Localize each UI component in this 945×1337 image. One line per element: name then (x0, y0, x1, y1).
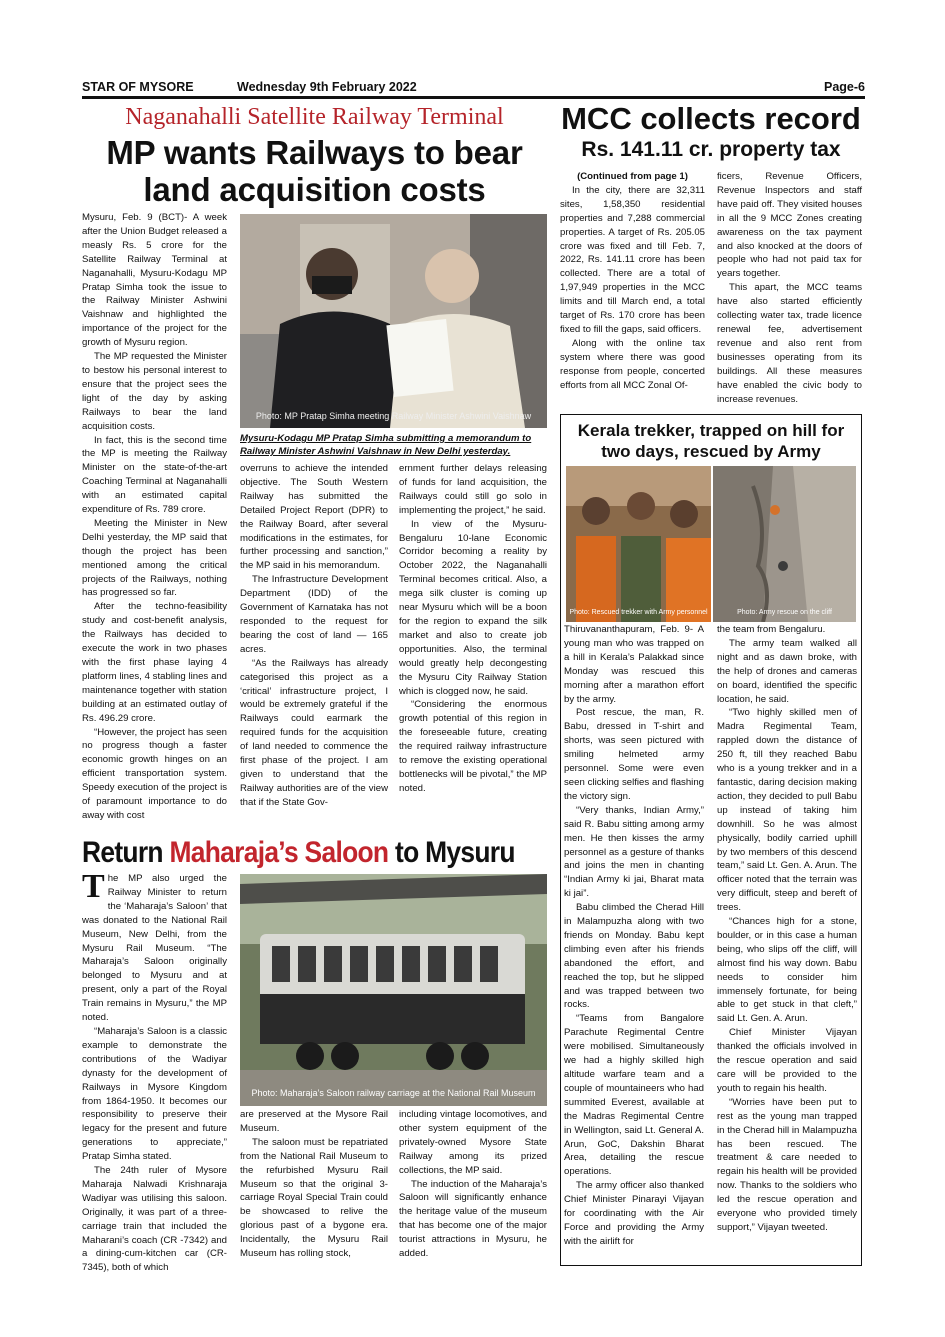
kerala-col1-para: Babu climbed the Cherad Hill in Malampuzha along with two friends on Monday. Babu kept climbing even after his friends abandoned the effort, and reached the top, but he slipped and was trapped between two rocks. (564, 902, 704, 1011)
railway-column-3 (399, 462, 547, 796)
railway-column-2 (240, 462, 388, 810)
saloon-column-1 (82, 868, 227, 1275)
railway-headline (82, 134, 547, 208)
kerala-col2-para: the team from Bengaluru. (717, 624, 826, 635)
saloon-col2-para: The saloon must be repatriated from the National Rail Museum to the refurbished Mysuru Rail Museum so that the original 3-carriage Royal Special Train could be showcased to relive the glorious past of a bygone era. Incidentally, the Mysuru Rail Museum has rolling stock, (240, 1136, 388, 1260)
kerala-col2-para: The army team walked all night and as dawn broke, with the help of drones and cameras on board, identified the specific location, he said. (717, 637, 857, 705)
kerala-col2-para: “Two highly skilled men of Madra Regimental Team, rappled down the distance of 250 ft, till they reached Babu who is a young trekker and in a fantastic, daring decision making action, they decided to pull Babu up instead of taking him downhill. So he was almost physically, bodily carried uphill by two members of this descend team,” said Lt. Gen. A. Arun. The officer noted that the terrain was very difficult, steep and bereft of trees. (717, 707, 857, 914)
mcc-col2-para: ficers, Revenue Officers, Revenue Inspectors and staff have paid off. They visited houses in all the 9 MCC Zones creating awareness on the tax payment and also knocked at the doors of people who had not paid tax for years together. (717, 171, 862, 280)
railway-col1-para: After the techno-feasibility study and cost-benefit analysis, the Railways has decided to execute the work in two phases with the first phase laying 4 platform lines, 4 stabling lines and maintenance together with station building at an estimated outlay of Rs. 496.29 crore. (82, 601, 227, 724)
mcc-col2-para: This apart, the MCC teams have also started efficiently collecting water tax, trade licence renewal fee, advertisement revenue and also rent from businesses operating from its buildings. All these measures have enabled the civic body to increase revenues. (717, 282, 862, 405)
kerala-photo-left-label: Photo: Rescued trekker with Army personnel (569, 609, 708, 616)
kerala-col2-para: “Chances high for a stone, boulder, or in this case a human being, who slips off the cliff, will almost find his way down. Babu needs to consider him immensely fortunate, for being able to get stuck in that cleft,” said Lt. Gen. A. Arun. (717, 916, 857, 1025)
kerala-photo-left-art (566, 466, 711, 622)
railway-col2-para: The Infrastructure Development Department (IDD) of the Government of Karnataka has not responded to the request for bearing the cost of land — 165 acres. (240, 574, 388, 655)
kerala-col1-para: “Teams from Bangalore Parachute Regimental Centre were mobilised. Simultaneously we had a highly skilled high altitude warfare team and a couple of mountaineers who had summited Everest, available at the Madras Regimental Centre in Wellington, said Lt. General A. Arun, GoC, Dakshin Bharat Area, detailing the rescue operations. (564, 1013, 704, 1178)
railway-col3-para: ernment further delays releasing of funds for land acquisition, the Railways could still go solo in implementing the project,” he said. (399, 463, 547, 516)
railway-photo-art (240, 214, 547, 428)
newspaper-name: STAR OF MYSORE (82, 80, 194, 94)
saloon-photo (240, 874, 547, 1106)
mcc-headline: MCC collects record (561, 101, 861, 136)
saloon-col1-para (82, 868, 227, 1025)
masthead-rule (82, 96, 865, 99)
kerala-col1-para: Post rescue, the man, R. Babu, dressed in T-shirt and shorts, was seen pictured with smiling helmeted army personnel. Some were even seen clicking selfies and flashing the victory sign. (564, 707, 704, 802)
saloon-col3-para: including vintage locomotives, and other system equipment of the privately-owned Mysore State Railway among its prized collections, the MP said. (399, 1109, 547, 1176)
railway-col1-para: Meeting the Minister in New Delhi yesterday, the MP said that though the project has been mentioned among the critical projects of the Railways, nothing has progressed so far. (82, 517, 227, 599)
saloon-photo-label: Photo: Maharaja’s Saloon railway carriage at the National Rail Museum (251, 1088, 536, 1098)
railway-col1-para: The MP requested the Minister to bestow his personal interest to ensure that the project sees the light of the day by asking Railways to bear the land acquisition costs. (82, 351, 227, 432)
railway-headline-line2: land acquisition costs (143, 171, 486, 208)
railway-col1-para: In fact, this is the second time the MP is meeting the Railway Minister on the state-of-the-art Coaching Terminal at Naganahalli with an estimated capital expenditure of Rs. 789 crore. (82, 434, 227, 516)
railway-col3-para: “Considering the enormous growth potential of this region in the foreseeable future, creating the required railway infrastructure to remove the existing operational bottlenecks will be pivotal,” the MP noted. (399, 699, 547, 794)
saloon-col1-lead: he MP also urged the Railway Minister to return the ‘Maharaja’s Saloon’ that was donated to the National Rail Museum, New Delhi, from the Mysuru Rail Museum. “The Maharaja’s Saloon originally belonged to Mysuru and at present, only a part of the Royal Train remains in Mysuru,” the MP noted. (82, 873, 227, 1024)
saloon-headline-post: to Mysuru (388, 836, 515, 869)
kerala-photo-right-label: Photo: Army rescue on the cliff (737, 609, 832, 616)
kerala-col1-para: “Very thanks, Indian Army,” said R. Babu sitting among army men. He then kisses the army personnel as a gesture of thanks and joins the men in chanting “Indian Army ki jai, Bharat mata ki jai”. (564, 804, 704, 900)
saloon-col1-para: The 24th ruler of Mysore Maharaja Nalwadi Krishnaraja Wadiyar was utilising this saloon. Originally, it was part of a three-carriage train that included the Maharani’s coach (CR -7342) and a dining-cum-kitchen car (CR-7345), both of which (82, 1165, 227, 1274)
mcc-subhead: Rs. 141.11 cr. property tax (581, 138, 841, 161)
kerala-photo-right (713, 466, 856, 622)
railway-col2-para: overruns to achieve the intended objective. The South Western Railway has submitted the Detailed Project Report (DPR) to the Railway Board, after several modifications in the estimates, for further processing and sanction,” the MP said in his memorandum. (240, 463, 388, 572)
kerala-col2-para: “Worries have been put to rest as the young man trapped in the Cherad hill in Malampuzha has been rescued. The treatment & care needed to regain his health will be provided now. Thanks to the soldiers who led the rescue operation and everyone who provided timely support,” Vijayan tweeted. (717, 1096, 857, 1233)
railway-photo (240, 214, 547, 428)
mcc-column-2 (717, 170, 862, 406)
mcc-column-1 (560, 170, 705, 393)
saloon-headline (82, 836, 515, 870)
railway-kicker: Naganahalli Satellite Railway Terminal (125, 104, 504, 130)
saloon-dropcap: T (82, 868, 105, 905)
masthead (82, 78, 865, 96)
railway-photo-label: Photo: MP Pratap Simha meeting Railway Minister Ashwini Vaishnaw (255, 411, 532, 421)
railway-headline-line1: MP wants Railways to bear (106, 134, 523, 171)
mcc-continued-note: (Continued from page 1) (577, 171, 688, 182)
saloon-headline-highlight: Maharaja’s Saloon (169, 836, 389, 869)
saloon-col1-para: “Maharaja’s Saloon is a classic example to demonstrate the contributions of the Wadiyar dynasty for the development of Railways in Mysore Kingdom from 1864-1950. It becomes our responsibility to preserve their legacy for the present and future generations to appreciate,” Pratap Simha stated. (82, 1025, 227, 1163)
railway-column-1 (82, 211, 227, 823)
saloon-col2-para: are preserved at the Mysore Rail Museum. (240, 1109, 388, 1134)
saloon-photo-art (240, 874, 547, 1106)
kerala-col1-para: The army officer also thanked Chief Minister Pinarayi Vijayan for coordinating with the Air Force and providing the Army with the airlift for (564, 1180, 704, 1247)
page-number: Page-6 (824, 80, 865, 94)
saloon-column-2 (240, 1108, 388, 1261)
railway-col2-para: “As the Railways has already categorised this project as a ‘critical’ infrastructure project, I would be extremely grateful if the Railways could earmark the required funds for the acquisition of land needed to commence the first phase of the project. I am given to understand that the Railway authorities are of the view that if the State Gov- (240, 657, 388, 808)
mcc-col1-para: In the city, there are 32,311 sites, 1,58,350 residential properties and 7,288 commercial properties. A target of Rs. 205.05 crore was fixed and till Feb. 7, 2022, Rs. 141.11 crore has been collected. There are a total of 1,97,949 properties in the MCC limits and till March end, a total target of Rs. 170 crore has been fixed to fill the gaps, said officers. (560, 184, 705, 335)
kerala-col1-para: Thiruvananthapuram, Feb. 9- A young man who was trapped on a hill in Kerala’s Palakkad since Monday was rescued this morning after a marathon effort by the army. (564, 624, 704, 705)
mcc-col1-para: Along with the online tax system where there was good response from people, concerted efforts from all MCC Zonal Of- (560, 337, 705, 391)
railway-col3-para: In view of the Mysuru-Bengaluru 10-lane Economic Corridor becoming a reality by October 2022, the Naganahalli Terminal becomes critical. Also, a mega silk cluster is coming up near Mysuru which will be a boon for the region to expand the silk market and also to create job opportunities. Also, the terminal would greatly help decongesting the Mysuru City Railway Station which is clogged now, he said. (399, 518, 547, 697)
saloon-headline-pre: Return (82, 836, 170, 869)
kerala-column-2 (717, 623, 857, 1235)
kerala-col2-para: Chief Minister Vijayan thanked the officials involved in the rescue operation and said care will be provided to the youth to regain his health. (717, 1027, 857, 1094)
kerala-headline: Kerala trekker, trapped on hill for two days, rescued by Army (577, 421, 845, 461)
saloon-column-3 (399, 1108, 547, 1261)
kerala-column-1 (564, 623, 704, 1249)
railway-col1-para: Mysuru, Feb. 9 (BCT)- A week after the Union Budget released a measly Rs. 5 crore for the Satellite Railway Terminal at Naganahalli, Mysuru-Kodagu MP Pratap Simha took the issue to the Railway Minister Ashwini Vaishnaw and highlighted the importance of the project for the growth of Mysuru region. (82, 212, 227, 349)
railway-photo-caption: Mysuru-Kodagu MP Pratap Simha submitting a memorandum to Railway Minister Ashwini Vaishnaw in New Delhi yesterday. (240, 433, 532, 457)
kerala-photo-left (566, 466, 711, 622)
railway-col1-para: “However, the project has seen no progress though a faster economic growth hinges on an efficient transportation system. Speedy execution of the project is of paramount importance to do away with cost (82, 726, 227, 821)
kerala-photo-right-art (713, 466, 856, 622)
issue-date: Wednesday 9th February 2022 (237, 80, 417, 94)
saloon-col3-para: The induction of the Maharaja’s Saloon will significantly enhance the heritage value of the museum that has become one of the major tourist attractions in Mysuru, he added. (399, 1178, 547, 1260)
